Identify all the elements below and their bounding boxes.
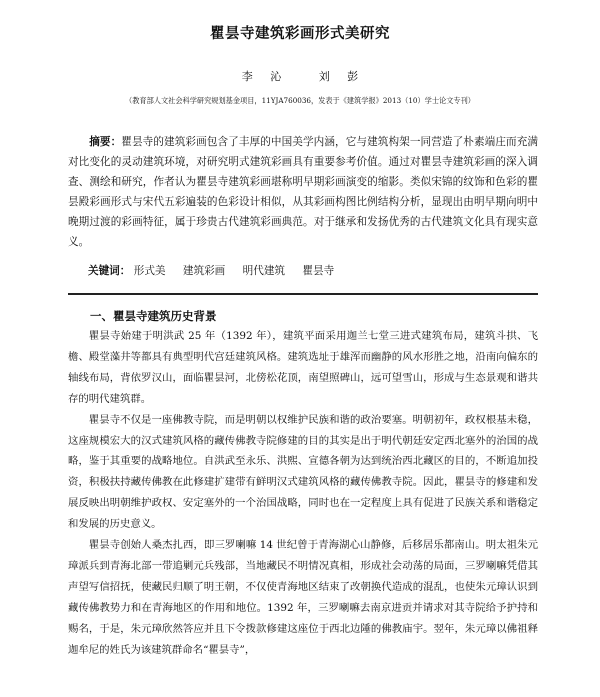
author-name: 李 沁 xyxy=(241,70,282,83)
keyword: 瞿昙寺 xyxy=(302,265,335,277)
body-paragraph: 瞿昙寺不仅是一座佛教寺院，而是明朝以权维护民族和谐的政治要塞。明朝初年，政权根基未稳，这座规模宏大的汉式建筑风格的藏传佛教寺院修建的目的其实是出于明代朝廷安定西北塞外的治国的战略，鉴于其重要的战略地位。自洪武至永乐、洪熙、宣德各朝为达到统治西北藏区的目的，不断追加投资，积极扶持藏传佛教在此修建扩建带有鲜明汉式建筑风格的藏传佛教寺院。因此，瞿昙寺的修建和发展反映出明朝维护政权、安定塞外的一个治国战略，同时也在一定程度上具有促进了民族关系和谐稳定和发展的历史意义。 xyxy=(68,413,538,531)
abstract-text: 瞿昙寺的建筑彩画包含了丰厚的中国美学内涵，它与建筑构架一同营造了朴素端庄而充满对比变化的灵动建筑环境，对研究明式建筑彩画具有重要参考价值。通过对瞿昙寺建筑彩画的深入调查、测绘和研究，作者认为瞿昙寺建筑彩画堪称明早期彩画演变的缩影。类似宋锦的纹饰和色彩的瞿昙殿彩画形式与宋代五彩遍装的色彩设计相似，从其彩画构图比例结构分析，显现出由明早期向明中晚期过渡的彩画特征，属于珍贵古代建筑彩画典范。对于继承和发扬优秀的古代建筑文化具有现实意义。 xyxy=(68,136,539,248)
keyword: 明代建筑 xyxy=(242,265,286,277)
section-body xyxy=(68,326,538,661)
body-paragraph: 瞿昙寺始建于明洪武 25 年（1392 年），建筑平面采用迦兰七堂三进式建筑布局，建筑斗拱、飞檐、殿堂藻井等都具有典型明代宫廷建筑风格。建筑选址于雄浑而幽静的风水形胜之地，沿南向偏东的轴线布局，背依罗汉山，面临瞿昙河，北傍松花顶，南望照碑山，远可望雪山，形成与生态景观和谐共存的明代建筑群。 xyxy=(68,330,538,405)
fund-note: （教育部人文社会科学研究规划基金项目，11YJA760036，发表于《建筑学报》2013（10）学士论文专刊） xyxy=(125,96,475,105)
paper-title: 瞿昙寺建筑彩画形式美研究 xyxy=(210,26,390,42)
section-heading: 一、瞿昙寺建筑历史背景 xyxy=(90,309,217,323)
keyword: 建筑彩画 xyxy=(182,265,226,277)
body-paragraph: 瞿昙寺创始人桑杰扎西，即三罗喇嘛 14 世纪曾于青海湖心山静修，后移居乐都南山。明太祖朱元璋派兵到青海北部一带追剿元兵残部，当地藏民不明情况真相，形成社会动荡的局面，三罗喇嘛凭借其声望写信招抚，使藏民归顺了明王朝，不仅使青海地区结束了改朝换代造成的混乱，也使朱元璋认识到藏传佛教势力和在青海地区的作用和地位。1392 年，三罗喇嘛去南京进贡并请求对其寺院给予护持和赐名，于是，朱元璋欣然答应并且下令拨款修建这座位于西北边陲的佛教庙宇。翌年，朱元璋以佛祖释迦牟尼的姓氏为该建筑群命名“瞿昙寺”， xyxy=(68,539,538,656)
keywords-label: 关键词： xyxy=(88,265,131,277)
keyword: 形式美 xyxy=(133,265,166,277)
author-name: 刘 彭 xyxy=(318,70,359,83)
author-line xyxy=(0,68,600,84)
abstract-block xyxy=(68,132,538,252)
keywords-line xyxy=(88,262,538,280)
abstract-label: 摘要： xyxy=(89,136,122,148)
divider-rule xyxy=(68,293,538,295)
